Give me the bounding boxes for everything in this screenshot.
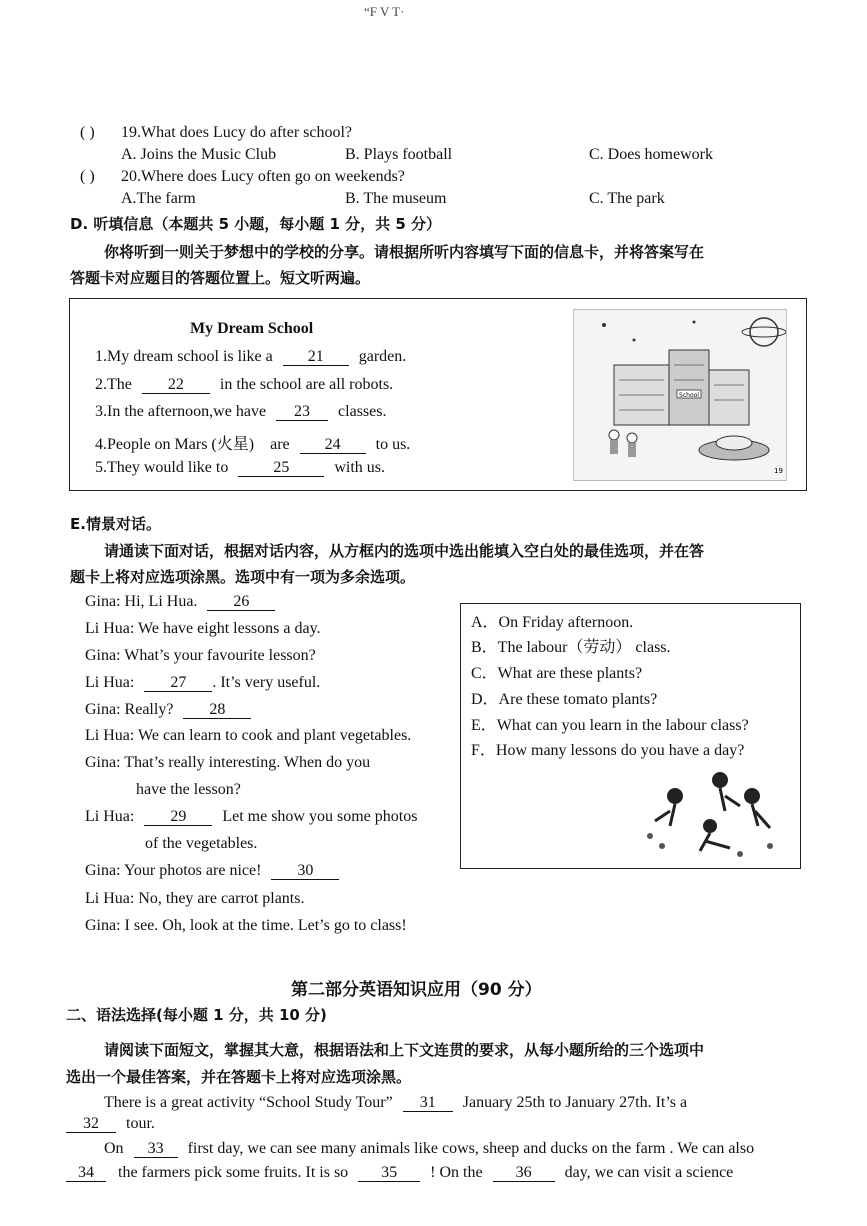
line-text: Gina: Really? bbox=[85, 701, 174, 718]
dialogue-line-9 bbox=[85, 808, 417, 826]
line-text: with us. bbox=[334, 459, 385, 476]
line-text: Let me show you some photos bbox=[222, 808, 418, 825]
q20-question: 20.Where does Lucy often go on weekends? bbox=[121, 168, 405, 185]
line-text: . It’s very useful. bbox=[212, 674, 321, 691]
line-text: ! On the bbox=[430, 1164, 483, 1181]
blank-26[interactable]: 26 bbox=[207, 594, 275, 611]
blank-22[interactable]: 22 bbox=[142, 377, 210, 394]
line-text: 5.They would like to bbox=[95, 459, 229, 476]
q19-option-b[interactable]: B. Plays football bbox=[345, 146, 453, 163]
blank-29[interactable]: 29 bbox=[144, 809, 212, 826]
section-e-instruction: 请通读下面对话，根据对话内容，从方框内的选项中选出能填入空白处的最佳选项，并在答 bbox=[104, 542, 705, 560]
option-a[interactable]: A．On Friday afternoon. bbox=[471, 614, 634, 631]
blank-27[interactable]: 27 bbox=[144, 675, 212, 692]
card-line-21 bbox=[95, 348, 406, 366]
dream-school-illustration bbox=[573, 309, 787, 481]
blank-24[interactable]: 24 bbox=[300, 437, 366, 454]
header-mark: “F V T· bbox=[364, 4, 405, 19]
blank-21[interactable]: 21 bbox=[283, 349, 349, 366]
line-text: garden. bbox=[358, 348, 407, 365]
blank-34[interactable]: 34 bbox=[66, 1165, 106, 1182]
q19-option-a[interactable]: A. Joins the Music Club bbox=[121, 146, 277, 163]
option-f[interactable]: F．How many lessons do you have a day? bbox=[471, 742, 745, 759]
section-d-instruction-2: 答题卡对应题目的答题位置上。短文听两遍。 bbox=[70, 269, 371, 287]
line-text: day, we can visit a science bbox=[564, 1164, 734, 1181]
line-text: Li Hua: bbox=[85, 674, 135, 691]
q19-option-c[interactable]: C. Does homework bbox=[589, 146, 713, 163]
option-d[interactable]: D．Are these tomato plants? bbox=[471, 691, 658, 708]
grammar-instruction: 请阅读下面短文，掌握其大意，根据语法和上下文连贯的要求，从每小题所给的三个选项中 bbox=[104, 1041, 705, 1059]
card-title: My Dream School bbox=[190, 320, 314, 337]
dialogue-line-3: Gina: What’s your favourite lesson? bbox=[85, 647, 316, 664]
school-drawing bbox=[574, 310, 786, 480]
section-d-title: D. 听填信息（本题共 5 小题，每小题 1 分，共 5 分） bbox=[70, 215, 442, 233]
grammar-instruction-2: 选出一个最佳答案，并在答题卡上将对应选项涂黑。 bbox=[66, 1068, 412, 1086]
section-e-instruction-2: 题卡上将对应选项涂黑。选项中有一项为多余选项。 bbox=[70, 568, 416, 586]
dialogue-line-8: have the lesson? bbox=[136, 781, 241, 798]
blank-31[interactable]: 31 bbox=[403, 1095, 453, 1112]
dialogue-line-13: Gina: I see. Oh, look at the time. Let’s go to class! bbox=[85, 917, 407, 934]
line-text: classes. bbox=[338, 403, 387, 420]
line-text: the farmers pick some fruits. It is so bbox=[118, 1164, 349, 1181]
part2-title: 第二部分英语知识应用（90 分） bbox=[291, 980, 542, 1000]
q20-option-c[interactable]: C. The park bbox=[589, 190, 665, 207]
line-text: 2.The bbox=[95, 376, 132, 393]
dialogue-line-4 bbox=[85, 674, 320, 692]
blank-25[interactable]: 25 bbox=[238, 460, 324, 477]
gardening-drawing bbox=[640, 766, 786, 860]
blank-23[interactable]: 23 bbox=[276, 404, 328, 421]
option-b[interactable]: B．The labour（劳动） class. bbox=[471, 639, 671, 656]
line-text: are bbox=[270, 436, 290, 453]
line-text: to us. bbox=[375, 436, 411, 453]
q19-question: 19.What does Lucy do after school? bbox=[121, 124, 353, 141]
dialogue-line-6: Li Hua: We can learn to cook and plant vegetables. bbox=[85, 727, 412, 744]
blank-30[interactable]: 30 bbox=[271, 863, 339, 880]
passage-line-3 bbox=[104, 1140, 754, 1158]
blank-32[interactable]: 32 bbox=[66, 1116, 116, 1133]
option-e[interactable]: E．What can you learn in the labour class? bbox=[471, 717, 749, 734]
dialogue-line-1 bbox=[85, 593, 275, 611]
passage-line-2 bbox=[66, 1115, 155, 1133]
line-text: Li Hua: bbox=[85, 808, 135, 825]
passage-line-4 bbox=[66, 1164, 733, 1182]
gardening-illustration bbox=[640, 766, 786, 860]
dialogue-line-10: of the vegetables. bbox=[145, 835, 258, 852]
line-text: Gina: Hi, Li Hua. bbox=[85, 593, 198, 610]
card-line-22 bbox=[95, 376, 393, 394]
blank-36[interactable]: 36 bbox=[493, 1165, 555, 1182]
passage-line-1 bbox=[104, 1094, 687, 1112]
section-d-instruction: 你将听到一则关于梦想中的学校的分享。请根据所听内容填写下面的信息卡，并将答案写在 bbox=[104, 243, 705, 261]
grammar-section-title: 二、语法选择(每小题 1 分，共 10 分) bbox=[66, 1006, 327, 1024]
line-text: 3.In the afternoon,we have bbox=[95, 403, 267, 420]
dialogue-line-11 bbox=[85, 862, 339, 880]
blank-28[interactable]: 28 bbox=[183, 702, 251, 719]
illus-number: 19 bbox=[774, 467, 783, 475]
q20-option-a[interactable]: A.The farm bbox=[121, 190, 196, 207]
dialogue-line-12: Li Hua: No, they are carrot plants. bbox=[85, 890, 305, 907]
section-e-title: E.情景对话。 bbox=[70, 515, 161, 533]
card-line-25 bbox=[95, 459, 385, 477]
dialogue-line-5 bbox=[85, 701, 251, 719]
line-text: tour. bbox=[126, 1115, 155, 1132]
line-text: On bbox=[104, 1140, 124, 1157]
card-line-24 bbox=[95, 431, 410, 454]
dialogue-line-7: Gina: That’s really interesting. When do you bbox=[85, 754, 371, 771]
line-text: 4.People on Mars (火星) bbox=[95, 436, 255, 453]
line-text: There is a great activity “School Study Tour” bbox=[104, 1094, 393, 1111]
line-text: January 25th to January 27th. It’s a bbox=[462, 1094, 688, 1111]
school-sign: School bbox=[679, 392, 699, 399]
line-text: first day, we can see many animals like cows, sheep and ducks on the farm . We can also bbox=[187, 1140, 755, 1157]
q20-option-b[interactable]: B. The museum bbox=[345, 190, 447, 207]
line-text: Gina: Your photos are nice! bbox=[85, 862, 262, 879]
card-line-23 bbox=[95, 403, 386, 421]
option-c[interactable]: C．What are these plants? bbox=[471, 665, 643, 682]
blank-33[interactable]: 33 bbox=[134, 1141, 178, 1158]
q19-paren[interactable]: ( ) bbox=[80, 124, 95, 141]
line-text: 1.My dream school is like a bbox=[95, 348, 273, 365]
line-text: in the school are all robots. bbox=[219, 376, 394, 393]
q20-paren[interactable]: ( ) bbox=[80, 168, 95, 185]
blank-35[interactable]: 35 bbox=[358, 1165, 420, 1182]
dialogue-line-2: Li Hua: We have eight lessons a day. bbox=[85, 620, 321, 637]
